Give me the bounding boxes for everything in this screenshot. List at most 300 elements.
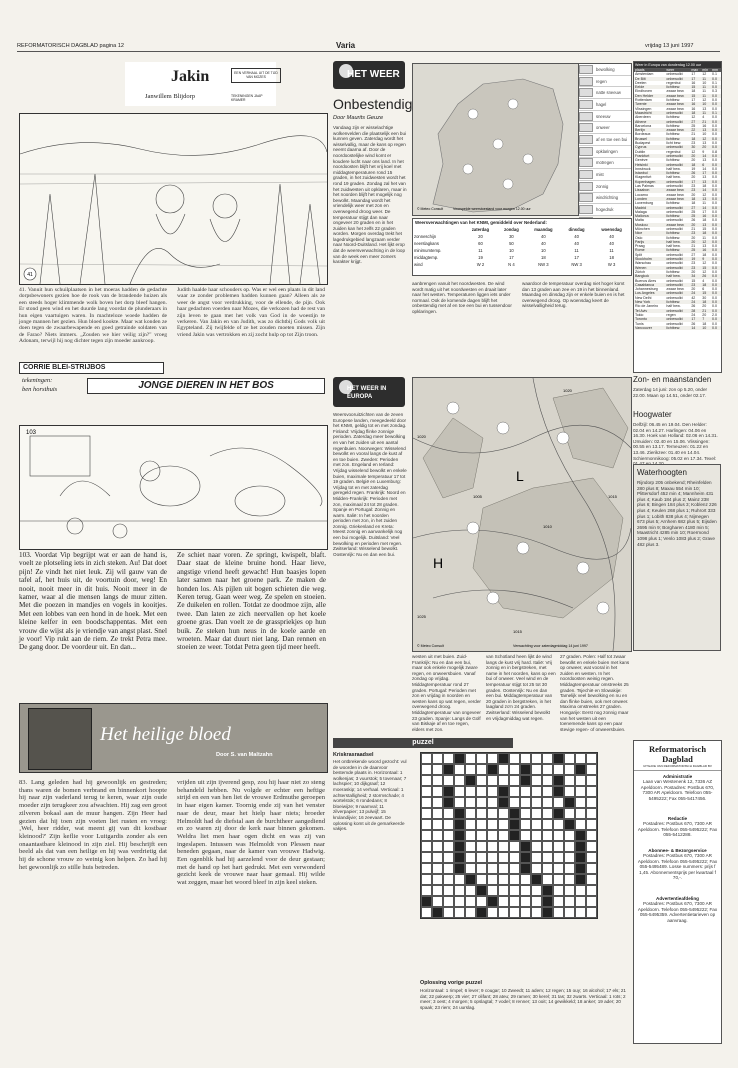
city-value: 0.8	[712, 149, 717, 154]
crossword-cell[interactable]	[465, 896, 476, 907]
rd-block-title: Administratie	[662, 774, 693, 779]
weer-intro-text: Vandaag zijn er wisselachtige wolkenvelden die plaatselijk een bui kunnen geven. Zaterdag wordt het wisselvallig, maar de kans op regen neemt daarna af. Door de noordoostelijke wind komt er koudere lucht naar ons land. In het noordoosten blijft het vrij koel met middagtemperaturen rond 15 graden, in het zuidwesten wordt het rond 19 graden. Zondag zal het van het zuidwesten uit opklaren, maar in het noorden blijft het mogelijk nog bewolkt. Maandag wordt het vriendelijk weer met zon en overwegend droog weer. De temperatuur stijgt dan naar ongeveer 20 graden en in het zuiden kan het zelfs 22 graden worden. Morgen overdag trekt het lagedrukgebied langzaam verder naar Noord-Duitsland. Het lijkt erop dat de weersverwachting in de loop van de week een meer zomers karakter krijgt.	[333, 125, 407, 265]
city-value: half bew.	[666, 244, 681, 249]
crossword-cell[interactable]	[564, 885, 575, 896]
crossword-cell[interactable]	[575, 896, 586, 907]
crossword-cell[interactable]	[421, 863, 432, 874]
crossword-cell[interactable]	[531, 775, 542, 786]
crossword-cell[interactable]	[476, 841, 487, 852]
crossword-cell[interactable]	[476, 797, 487, 808]
city-value: lichtbew.	[666, 201, 681, 206]
crossword-cell[interactable]	[476, 852, 487, 863]
crossword-cell[interactable]	[531, 808, 542, 819]
crossword-cell[interactable]	[432, 819, 443, 830]
crossword-cell[interactable]	[421, 797, 432, 808]
crossword-cell[interactable]	[443, 885, 454, 896]
crossword-cell[interactable]	[564, 852, 575, 863]
crossword-cell[interactable]	[520, 753, 531, 764]
crossword-cell[interactable]	[454, 874, 465, 885]
crossword-cell[interactable]	[575, 786, 586, 797]
crossword-cell[interactable]	[531, 786, 542, 797]
crossword-cell[interactable]	[531, 819, 542, 830]
crossword-cell[interactable]	[454, 896, 465, 907]
crossword-cell[interactable]	[432, 852, 443, 863]
crossword-cell	[575, 874, 586, 885]
crossword-cell[interactable]	[586, 775, 597, 786]
city-value: 0.0	[712, 252, 717, 257]
crossword-cell[interactable]	[586, 907, 597, 918]
crossword-cell[interactable]	[498, 830, 509, 841]
bloed-banner	[19, 703, 328, 773]
crossword-cell[interactable]	[476, 764, 487, 775]
crossword-cell[interactable]	[432, 764, 443, 775]
crossword-cell[interactable]	[575, 885, 586, 896]
crossword-cell[interactable]	[586, 885, 597, 896]
jakin-author: Janwillem Blijdorp	[145, 93, 196, 100]
city-value: zwaar bew.	[666, 93, 685, 98]
crossword-cell[interactable]	[487, 874, 498, 885]
crossword-cell[interactable]	[553, 830, 564, 841]
city-value: lichtbew.	[666, 171, 681, 176]
crossword-cell[interactable]	[531, 797, 542, 808]
crossword-cell[interactable]	[564, 753, 575, 764]
crossword-cell[interactable]	[421, 841, 432, 852]
crossword-cell[interactable]	[553, 885, 564, 896]
city-value: onbewolkt	[666, 72, 683, 77]
legend-motregen: motregen	[579, 158, 631, 170]
crossword-cell[interactable]	[564, 896, 575, 907]
crossword-cell[interactable]	[542, 753, 553, 764]
waterhoogten-title: Waterhoogten	[637, 468, 687, 477]
crossword-cell[interactable]	[421, 874, 432, 885]
crossword-cell[interactable]	[432, 786, 443, 797]
crossword-cell[interactable]	[553, 764, 564, 775]
city-value: lichtbew.	[666, 325, 681, 330]
city-value: 0.0	[712, 192, 717, 197]
crossword-cell[interactable]	[553, 907, 564, 918]
crossword-cell[interactable]	[465, 753, 476, 764]
crossword-cell[interactable]	[487, 907, 498, 918]
crossword-cell[interactable]	[575, 797, 586, 808]
crossword-cell[interactable]	[520, 907, 531, 918]
crossword-cell[interactable]	[476, 863, 487, 874]
city-value: zwaar bew.	[666, 287, 685, 292]
crossword-cell[interactable]	[553, 874, 564, 885]
crossword-cell[interactable]	[432, 797, 443, 808]
city-value: 0.0	[712, 231, 717, 236]
crossword-cell[interactable]	[421, 819, 432, 830]
crossword-cell[interactable]	[432, 885, 443, 896]
crossword-cell[interactable]	[465, 907, 476, 918]
city-value: 13	[702, 106, 707, 111]
crossword-cell[interactable]	[454, 786, 465, 797]
crossword-cell[interactable]	[542, 808, 553, 819]
crossword-cell	[509, 808, 520, 819]
crossword-cell[interactable]	[531, 830, 542, 841]
city-value: 17	[702, 171, 707, 176]
crossword-cell[interactable]	[465, 885, 476, 896]
crossword-cell	[454, 830, 465, 841]
city-name: Kopenhagen	[635, 179, 656, 184]
city-value: 0.0	[712, 98, 717, 103]
weer-forecast-table	[412, 218, 632, 276]
crossword-cell[interactable]	[498, 841, 509, 852]
crossword-cell[interactable]	[542, 863, 553, 874]
crossword-cell[interactable]	[509, 786, 520, 797]
crossword-cell[interactable]	[476, 753, 487, 764]
city-value: onbewolkt	[666, 184, 683, 189]
wind-arrow-icon	[579, 193, 593, 202]
crossword-cell[interactable]	[443, 896, 454, 907]
crossword-cell[interactable]	[487, 852, 498, 863]
crossword-cell[interactable]	[443, 808, 454, 819]
crossword-cell[interactable]	[432, 841, 443, 852]
city-name: Zürich	[635, 269, 645, 274]
crossword-grid[interactable]	[420, 752, 598, 919]
crossword-cell[interactable]	[487, 786, 498, 797]
crossword-cell[interactable]	[498, 808, 509, 819]
crossword-cell[interactable]	[564, 874, 575, 885]
crossword-cell[interactable]	[487, 819, 498, 830]
crossword-cell[interactable]	[553, 797, 564, 808]
city-value: 0.0	[712, 295, 717, 300]
forecast-row: minimumtemp. 11 10 10 11 11	[414, 248, 614, 253]
crossword-cell[interactable]	[421, 830, 432, 841]
forecast-grid	[413, 226, 631, 268]
crossword-cell[interactable]	[553, 896, 564, 907]
crossword-cell[interactable]	[542, 775, 553, 786]
city-value: regenbui	[666, 80, 681, 85]
crossword-cell[interactable]	[421, 775, 432, 786]
crossword-cell[interactable]	[498, 907, 509, 918]
crossword-cell[interactable]	[476, 874, 487, 885]
crossword-cell[interactable]	[487, 863, 498, 874]
crossword-cell[interactable]	[542, 852, 553, 863]
crossword-cell[interactable]	[520, 819, 531, 830]
crossword-cell[interactable]	[443, 863, 454, 874]
crossword-cell[interactable]	[498, 896, 509, 907]
crossword-cell[interactable]	[586, 896, 597, 907]
crossword-cell	[520, 863, 531, 874]
crossword-cell[interactable]	[564, 841, 575, 852]
crossword-cell[interactable]	[564, 830, 575, 841]
crossword-cell[interactable]	[553, 863, 564, 874]
crossword-cell[interactable]	[553, 819, 564, 830]
crossword-cell[interactable]	[443, 753, 454, 764]
city-name: Split	[635, 252, 642, 257]
crossword-cell[interactable]	[575, 775, 586, 786]
crossword-cell[interactable]	[509, 863, 520, 874]
crossword-cell[interactable]	[432, 753, 443, 764]
city-value: lichtbew.	[666, 235, 681, 240]
city-name: Berlijn	[635, 128, 645, 133]
crossword-cell[interactable]	[542, 786, 553, 797]
city-value: 0.0	[712, 287, 717, 292]
crossword-cell[interactable]	[498, 775, 509, 786]
crossword-cell[interactable]	[531, 852, 542, 863]
crossword-cell[interactable]	[465, 797, 476, 808]
crossword-cell[interactable]	[476, 808, 487, 819]
crossword-cell[interactable]	[421, 753, 432, 764]
crossword-cell[interactable]	[586, 830, 597, 841]
city-value: 20	[702, 304, 707, 309]
crossword-cell[interactable]	[520, 830, 531, 841]
crossword-cell[interactable]	[509, 764, 520, 775]
city-name: De Bilt	[635, 76, 646, 81]
crossword-cell[interactable]	[542, 797, 553, 808]
crossword-cell[interactable]	[465, 819, 476, 830]
crossword-cell[interactable]	[476, 896, 487, 907]
crossword-cell[interactable]	[432, 863, 443, 874]
crossword-cell[interactable]	[509, 775, 520, 786]
crossword-cell[interactable]	[498, 885, 509, 896]
crossword-cell[interactable]	[498, 764, 509, 775]
crossword-cell[interactable]	[443, 819, 454, 830]
crossword-cell[interactable]	[520, 874, 531, 885]
crossword-cell[interactable]	[542, 841, 553, 852]
crossword-cell[interactable]	[443, 841, 454, 852]
city-name: Innsbruck	[635, 166, 651, 171]
city-value: 0.0	[712, 226, 717, 231]
crossword-cell[interactable]	[520, 786, 531, 797]
crossword-cell[interactable]	[575, 753, 586, 764]
crossword-cell[interactable]	[509, 896, 520, 907]
europe-low-pressure: L	[516, 468, 524, 484]
crossword-cell[interactable]	[476, 786, 487, 797]
crossword-cell[interactable]	[443, 775, 454, 786]
crossword-cell[interactable]	[476, 819, 487, 830]
crossword-cell[interactable]	[498, 819, 509, 830]
crossword-cell[interactable]	[564, 863, 575, 874]
city-value: 18	[691, 110, 696, 115]
crossword-cell	[454, 852, 465, 863]
crossword-cell[interactable]	[564, 786, 575, 797]
crossword-cell[interactable]	[531, 863, 542, 874]
europe-weather-map	[413, 378, 631, 651]
crossword-cell[interactable]	[509, 753, 520, 764]
crossword-cell[interactable]	[498, 863, 509, 874]
crossword-cell[interactable]	[454, 885, 465, 896]
city-name: Aberdeen	[635, 115, 651, 120]
crossword-cell[interactable]	[465, 863, 476, 874]
crossword-cell[interactable]	[432, 830, 443, 841]
crossword-cell[interactable]	[465, 852, 476, 863]
crossword-cell	[443, 764, 454, 775]
crossword-cell	[553, 786, 564, 797]
crossword-cell	[564, 819, 575, 830]
crossword-cell[interactable]	[531, 907, 542, 918]
crossword-cell[interactable]	[542, 819, 553, 830]
city-value: 25	[691, 209, 696, 214]
city-value: 0.0	[712, 248, 717, 253]
crossword-cell[interactable]	[487, 753, 498, 764]
city-value: 20	[691, 239, 696, 244]
crossword-cell[interactable]	[443, 852, 454, 863]
crossword-cell[interactable]	[586, 863, 597, 874]
city-value: half bew.	[666, 239, 681, 244]
crossword-cell[interactable]	[531, 753, 542, 764]
crossword-cell[interactable]	[487, 830, 498, 841]
crossword-cell[interactable]	[520, 808, 531, 819]
crossword-cell[interactable]	[465, 808, 476, 819]
crossword-cell[interactable]	[487, 797, 498, 808]
hail-icon	[579, 100, 593, 109]
city-value: 23	[691, 265, 696, 270]
crossword-cell[interactable]	[487, 841, 498, 852]
city-value: 0.0	[712, 214, 717, 219]
crossword-cell[interactable]	[476, 775, 487, 786]
crossword-cell[interactable]	[498, 874, 509, 885]
crossword-cell[interactable]	[564, 907, 575, 918]
city-value: 0.0	[712, 269, 717, 274]
crossword-cell[interactable]	[575, 819, 586, 830]
crossword-cell[interactable]	[542, 874, 553, 885]
city-name: Tel Aviv	[635, 308, 648, 313]
crossword-cell[interactable]	[520, 885, 531, 896]
crossword-cell[interactable]	[553, 841, 564, 852]
city-value: 17	[691, 72, 696, 77]
crossword-cell[interactable]	[553, 852, 564, 863]
crossword-cell[interactable]	[454, 797, 465, 808]
city-name: Locarno	[635, 192, 648, 197]
city-value: 21	[702, 308, 707, 313]
crossword-cell[interactable]	[586, 852, 597, 863]
crossword-cell[interactable]	[509, 852, 520, 863]
city-value: 15	[691, 278, 696, 283]
crossword-cell	[520, 775, 531, 786]
rd-block-title: Abonnee- & Bezorgservice	[648, 848, 707, 853]
city-value: 13	[702, 196, 707, 201]
city-name: Rome	[635, 248, 645, 253]
crossword-cell[interactable]	[454, 907, 465, 918]
crossword-cell[interactable]	[509, 797, 520, 808]
crossword-cell[interactable]	[531, 896, 542, 907]
jakin-title-block	[125, 62, 276, 106]
crossword-cell[interactable]	[531, 841, 542, 852]
city-value: 9	[702, 257, 705, 262]
crossword-cell[interactable]	[564, 764, 575, 775]
city-value: licht bew.	[666, 141, 682, 146]
crossword-cell[interactable]	[465, 764, 476, 775]
city-value: 18	[691, 196, 696, 201]
crossword-cell[interactable]	[443, 907, 454, 918]
city-value: half bew.	[666, 304, 681, 309]
city-value: 14	[702, 153, 707, 158]
puzzel-solution-title: Oplossing vorige puzzel	[420, 980, 483, 986]
city-name: Brussel	[635, 136, 647, 141]
crossword-cell	[465, 775, 476, 786]
crossword-cell[interactable]	[432, 808, 443, 819]
crossword-cell[interactable]	[498, 852, 509, 863]
cities-col-heads: plaats weer max min mm	[634, 68, 721, 72]
crossword-cell[interactable]	[586, 808, 597, 819]
crossword-cell[interactable]	[586, 819, 597, 830]
city-value: 11	[702, 201, 707, 206]
city-value: lichtbew.	[666, 98, 681, 103]
crossword-cell[interactable]	[509, 907, 520, 918]
crossword-cell[interactable]	[421, 764, 432, 775]
crossword-cell[interactable]	[421, 852, 432, 863]
city-value: onbewolkt	[666, 252, 683, 257]
crossword-cell[interactable]	[443, 830, 454, 841]
snow-icon	[579, 112, 593, 121]
crossword-cell[interactable]	[421, 885, 432, 896]
crossword-cell[interactable]	[542, 764, 553, 775]
crossword-cell[interactable]	[575, 907, 586, 918]
crossword-cell[interactable]	[586, 797, 597, 808]
crossword-cell	[575, 830, 586, 841]
crossword-cell[interactable]	[465, 830, 476, 841]
city-value: 0.0	[712, 162, 717, 167]
crossword-cell[interactable]	[531, 764, 542, 775]
city-name: Den Helder	[635, 93, 654, 98]
city-value: 6	[702, 287, 705, 292]
crossword-cell[interactable]	[564, 775, 575, 786]
crossword-cell	[454, 863, 465, 874]
crossword-cell[interactable]	[487, 775, 498, 786]
legend-regen: regen	[579, 76, 631, 88]
crossword-cell[interactable]	[509, 885, 520, 896]
crossword-cell[interactable]	[575, 808, 586, 819]
crossword-cell[interactable]	[520, 797, 531, 808]
city-value: 20	[702, 312, 707, 317]
crossword-cell[interactable]	[432, 775, 443, 786]
city-value: 20	[691, 269, 696, 274]
city-value: 30	[702, 295, 707, 300]
crossword-cell	[454, 753, 465, 764]
crossword-cell[interactable]	[586, 753, 597, 764]
crossword-cell[interactable]	[465, 786, 476, 797]
crossword-cell[interactable]	[454, 764, 465, 775]
crossword-cell[interactable]	[421, 786, 432, 797]
crossword-cell[interactable]	[432, 874, 443, 885]
city-value: 11	[702, 89, 707, 94]
legend-hagel: hagel	[579, 99, 631, 111]
crossword-cell[interactable]	[487, 808, 498, 819]
crossword-cell[interactable]	[454, 775, 465, 786]
city-value: 18	[691, 162, 696, 167]
crossword-cell[interactable]	[586, 764, 597, 775]
cities-grid	[634, 68, 721, 330]
corrie-illustration	[20, 426, 327, 549]
city-value: 11	[702, 76, 707, 81]
crossword-cell[interactable]	[586, 874, 597, 885]
crossword-cell[interactable]	[509, 841, 520, 852]
crossword-cell[interactable]	[531, 885, 542, 896]
city-name: Klagenfurt	[635, 175, 652, 180]
city-name: Toronto	[635, 317, 647, 322]
crossword-cell[interactable]	[487, 885, 498, 896]
city-value: lichtbew.	[666, 132, 681, 137]
city-name: Barcelona	[635, 123, 652, 128]
crossword-cell[interactable]	[443, 874, 454, 885]
crossword-cell[interactable]	[542, 830, 553, 841]
crossword-cell[interactable]	[586, 786, 597, 797]
crossword-cell[interactable]	[509, 874, 520, 885]
crossword-cell[interactable]	[586, 841, 597, 852]
crossword-cell[interactable]	[421, 808, 432, 819]
crossword-cell[interactable]	[520, 896, 531, 907]
crossword-cell[interactable]	[432, 896, 443, 907]
city-value: onbewolkt	[666, 265, 683, 270]
fog-icon	[579, 170, 593, 179]
crossword-cell	[487, 764, 498, 775]
crossword-cell[interactable]	[564, 808, 575, 819]
crossword-cell[interactable]	[476, 830, 487, 841]
city-value: 28	[691, 308, 696, 313]
crossword-cell[interactable]	[465, 841, 476, 852]
crossword-cell[interactable]	[421, 907, 432, 918]
